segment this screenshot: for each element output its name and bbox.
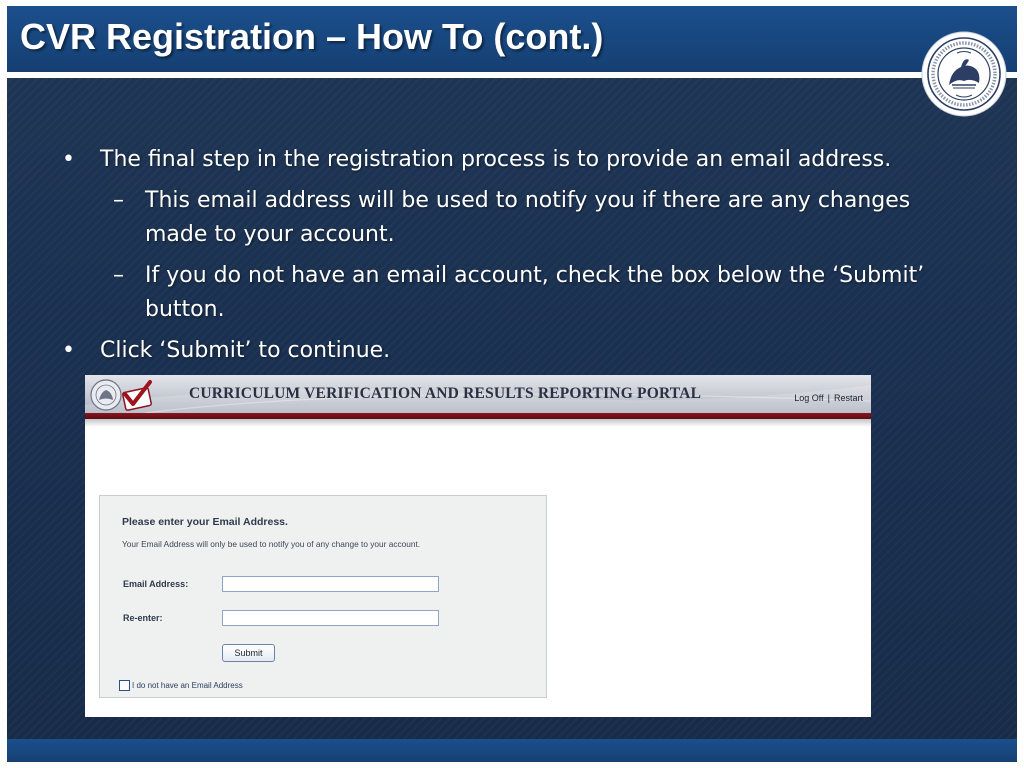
email-address-input[interactable] xyxy=(222,576,439,592)
portal-seal-checkmark-icon xyxy=(88,376,158,412)
bullet-item: Click ‘Submit’ to continue. xyxy=(100,338,391,363)
bottom-band xyxy=(7,739,1017,762)
portal-screenshot xyxy=(85,375,871,717)
reenter-label: Re-enter: xyxy=(123,613,163,623)
title-divider xyxy=(7,72,1017,78)
bullet-marker: • xyxy=(62,147,75,172)
sub-bullet-marker: – xyxy=(113,263,124,288)
form-note: Your Email Address will only be used to notify you of any change to your account. xyxy=(122,539,421,549)
title-bar xyxy=(7,6,1017,72)
no-email-label: I do not have an Email Address xyxy=(132,681,243,690)
louisiana-seal-icon xyxy=(921,31,1007,117)
email-form-panel xyxy=(99,495,547,698)
no-email-checkbox[interactable] xyxy=(119,680,130,691)
slide xyxy=(7,6,1017,762)
form-heading: Please enter your Email Address. xyxy=(122,516,288,528)
email-label: Email Address: xyxy=(123,579,189,589)
portal-title: CURRICULUM VERIFICATION AND RESULTS REPORTING PORTAL xyxy=(189,385,702,402)
reenter-email-input[interactable] xyxy=(222,610,439,626)
sub-bullet-item: If you do not have an email account, check the box below the ‘Submit’ button. xyxy=(145,263,925,322)
portal-header-shadow xyxy=(85,419,871,427)
link-separator: | xyxy=(827,393,830,403)
portal-nav-links xyxy=(794,393,863,403)
bullet-item: The final step in the registration process is to provide an email address. xyxy=(100,147,892,172)
portal-header xyxy=(85,375,871,413)
logoff-link[interactable]: Log Off xyxy=(794,393,824,403)
bullet-marker: • xyxy=(62,338,75,363)
sub-bullet-marker: – xyxy=(113,188,124,213)
slide-title: CVR Registration – How To (cont.) xyxy=(20,16,604,57)
submit-button[interactable]: Submit xyxy=(222,644,275,662)
sub-bullet-item: This email address will be used to notify you if there are any changes made to your account. xyxy=(145,188,911,247)
restart-link[interactable]: Restart xyxy=(833,393,863,403)
